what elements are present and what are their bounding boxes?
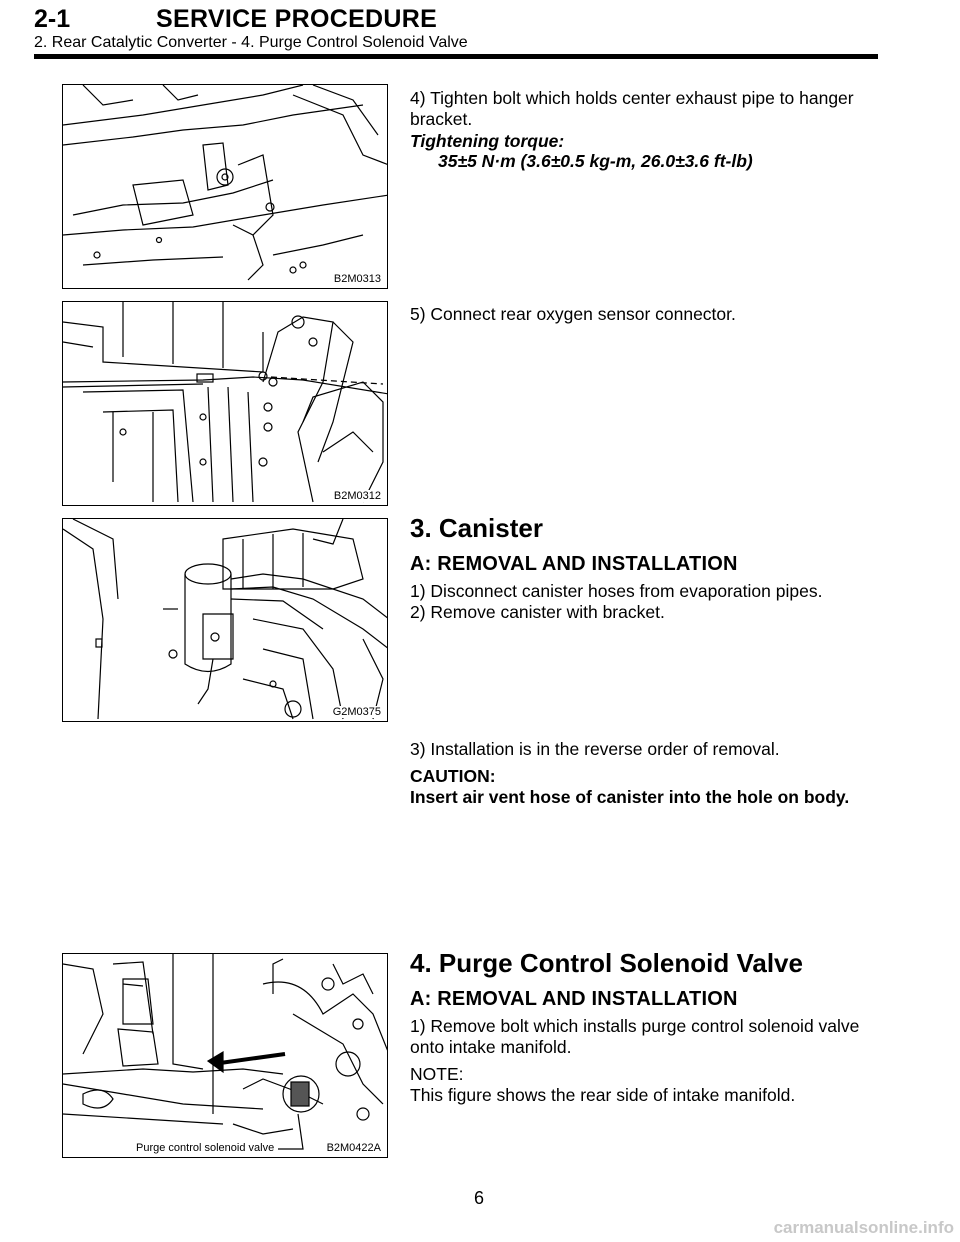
section-number: 2-1 (34, 5, 71, 33)
page-number: 6 (474, 1188, 485, 1208)
oxygen-sensor-illustration (63, 302, 388, 506)
figure-oxygen-sensor (62, 301, 388, 506)
note-label: NOTE: (410, 1064, 464, 1084)
purge-heading: 4. Purge Control Solenoid Valve (410, 948, 803, 978)
caution-label: CAUTION: (410, 766, 496, 786)
figure-code: B2M0312 (333, 490, 381, 502)
figure-code: B2M0422A (326, 1142, 381, 1154)
torque-value: 35±5 N·m (3.6±0.5 kg-m, 26.0±3.6 ft-lb) (438, 151, 753, 171)
figure-purge-valve (62, 953, 388, 1158)
figure-code: G2M0375 (332, 706, 381, 718)
canister-step-1: 1) Disconnect canister hoses from evaporation pipes. (410, 581, 823, 601)
figure-code: B2M0313 (333, 273, 381, 285)
note-text: This figure shows the rear side of intake manifold. (410, 1085, 796, 1105)
page-title: SERVICE PROCEDURE (156, 5, 438, 33)
page-subtitle: 2. Rear Catalytic Converter - 4. Purge Control Solenoid Valve (34, 34, 468, 51)
step-4-text: 4) Tighten bolt which holds center exhaust pipe to hanger bracket. (410, 88, 854, 129)
header-rule (34, 54, 878, 59)
purge-step-1: 1) Remove bolt which installs purge control solenoid valve onto intake manifold. (410, 1016, 860, 1057)
canister-step-2: 2) Remove canister with bracket. (410, 602, 665, 622)
caution-text: Insert air vent hose of canister into the hole on body. (410, 787, 850, 807)
canister-subheading: A: REMOVAL AND INSTALLATION (410, 553, 738, 575)
figure-exhaust-hanger (62, 84, 388, 289)
step-5-text: 5) Connect rear oxygen sensor connector. (410, 304, 736, 324)
purge-subheading: A: REMOVAL AND INSTALLATION (410, 988, 738, 1010)
watermark: carmanualsonline.info (773, 1218, 954, 1237)
canister-heading: 3. Canister (410, 513, 543, 543)
figure-canister (62, 518, 388, 722)
torque-label: Tightening torque: (410, 131, 565, 151)
canister-illustration (63, 519, 388, 722)
purge-valve-illustration (63, 954, 388, 1158)
canister-step-3: 3) Installation is in the reverse order of removal. (410, 739, 780, 759)
callout-label: Purge control solenoid valve (136, 1142, 275, 1154)
exhaust-hanger-illustration (63, 85, 388, 289)
